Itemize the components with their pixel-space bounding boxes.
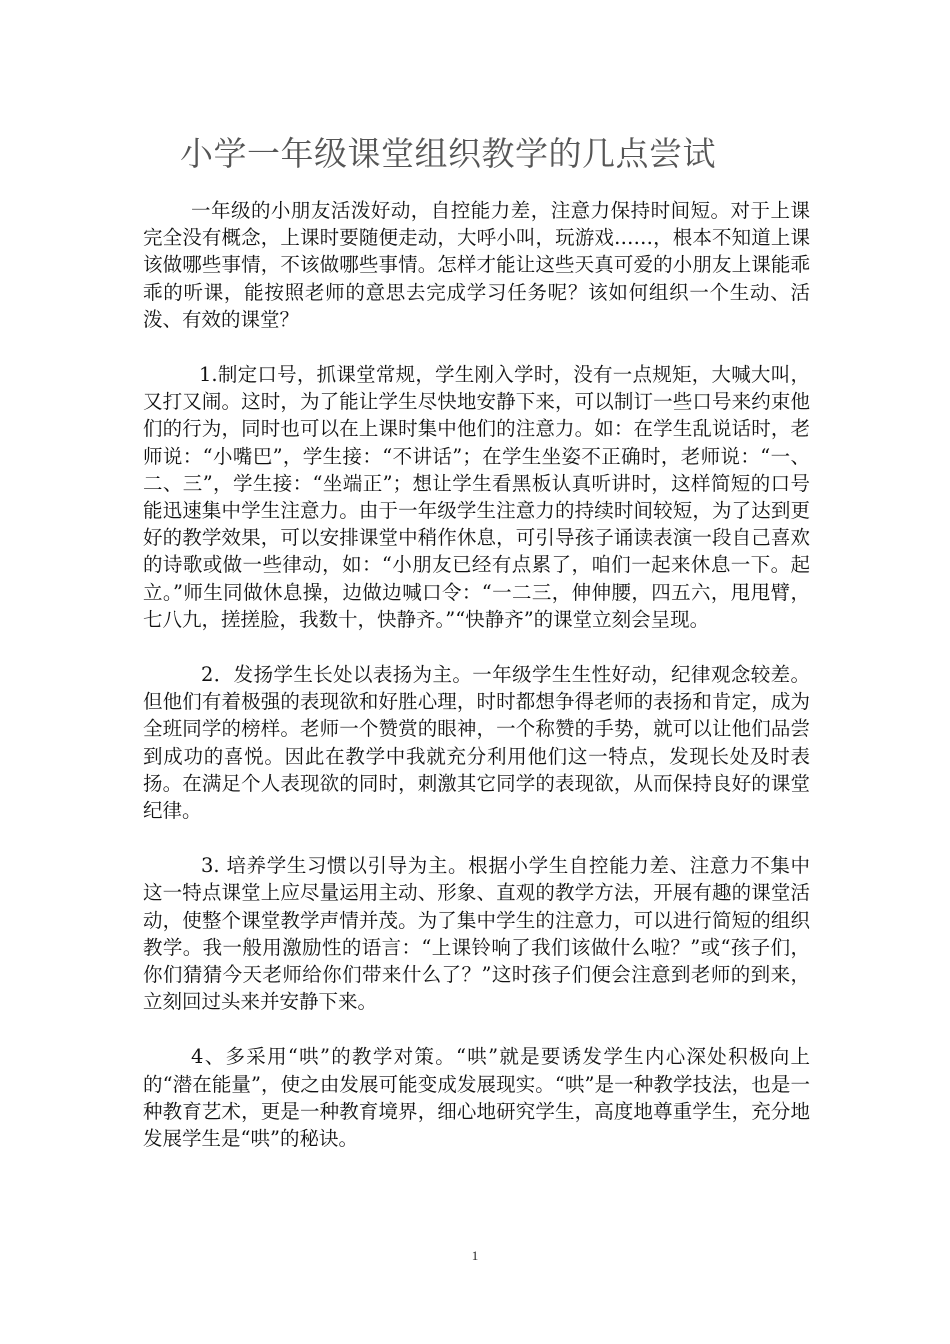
paragraph-point-1: 1.制定口号，抓课堂常规，学生刚入学时，没有一点规矩，大喊大叫，又打又闹。这时，为了能让学生尽快地安静下来，可以制订一些口号来约束他们的行为，同时也可以在上课时集中他们的注意力。如：在学生乱说话时，老师说：“小嘴巴”，学生接：“不讲话”；在学生坐姿不正确时，老师说：“一、二、三”，学生接：“坐端正”；想让学生看黑板认真听讲时，这样简短的口号能迅速集中学生注意力。由于一年级学生注意力的持续时间较短，为了达到更好的教学效果，可以安排课堂中稍作休息，可引导孩子诵读表演一段自己喜欢的诗歌或做一些律动，如：“小朋友已经有点累了，咱们一起来休息一下。起立。”师生同做休息操，边做边喊口令：“一二三，伸伸腰，四五六，甩甩臂，七八九，搓搓脸，我数十，快静齐。”“快静齐”的课堂立刻会呈现。 <box>143 363 810 631</box>
paragraph-point-3: 3. 培养学生习惯以引导为主。根据小学生自控能力差、注意力不集中这一特点课堂上应尽量运用主动、形象、直观的教学方法，开展有趣的课堂活动，使整个课堂教学声情并茂。为了集中学生的注意力，可以进行简短的组织教学。我一般用激励性的语言：“上课铃响了我们该做什么啦？”或“孩子们，你们猜猜今天老师给你们带来什么了？”这时孩子们便会注意到老师的到来，立刻回过头来并安静下来。 <box>143 854 810 1014</box>
document-body <box>143 197 810 1180</box>
page-number: 1 <box>471 1248 479 1263</box>
paragraph-intro: 一年级的小朋友活泼好动，自控能力差，注意力保持时间短。对于上课完全没有概念，上课时要随便走动，大呼小叫，玩游戏……，根本不知道上课该做哪些事情，不该做哪些事情。怎样才能让这些天真可爱的小朋友上课能乖乖的听课，能按照老师的意思去完成学习任务呢？该如何组织一个生动、活泼、有效的课堂？ <box>143 199 810 331</box>
document-title: 小学一年级课堂组织教学的几点尝试 <box>180 134 716 173</box>
paragraph-point-4: 4、多采用“哄”的教学对策。“哄”就是要诱发学生内心深处积极向上的“潜在能量”，使之由发展可能变成发展现实。“哄”是一种教学技法，也是一种教育艺术，更是一种教育境界，细心地研究学生，高度地尊重学生，充分地发展学生是“哄”的秘诀。 <box>143 1045 810 1151</box>
paragraph-point-2: 2．发扬学生长处以表扬为主。一年级学生生性好动，纪律观念较差。但他们有着极强的表现欲和好胜心理，时时都想争得老师的表扬和肯定，成为全班同学的榜样。老师一个赞赏的眼神，一个称赞的手势，就可以让他们品尝到成功的喜悦。因此在教学中我就充分利用他们这一特点，发现长处及时表扬。在满足个人表现欲的同时，刺激其它同学的表现欲，从而保持良好的课堂纪律。 <box>143 663 810 823</box>
